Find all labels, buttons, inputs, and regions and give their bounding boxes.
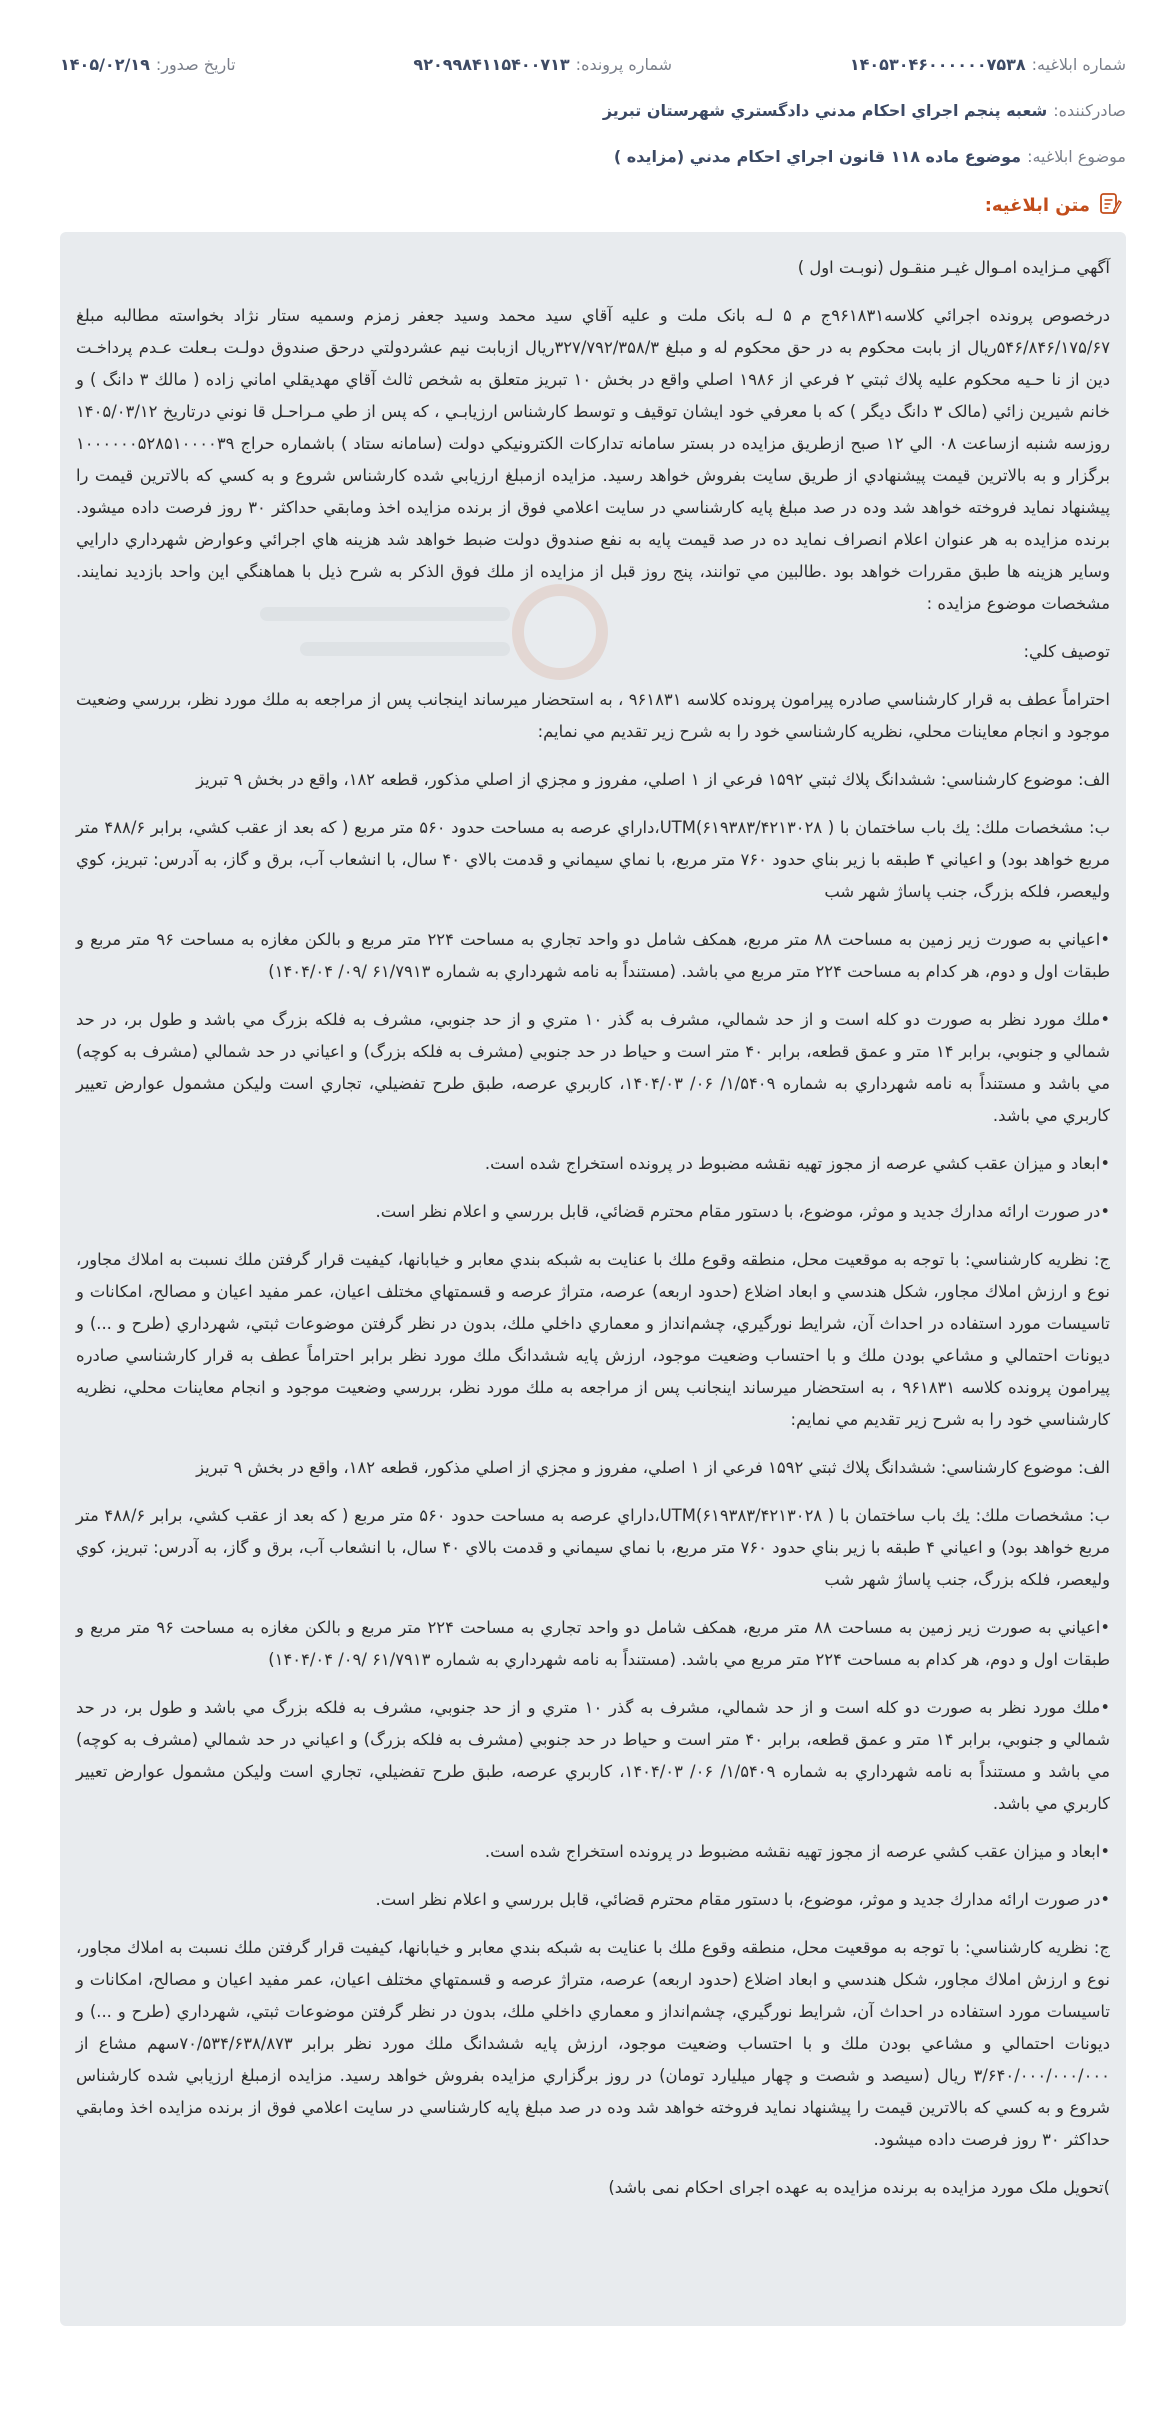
case-number-value: ۹۲۰۹۹۸۴۱۱۵۴۰۰۷۱۳: [413, 55, 570, 74]
notice-paragraph: ج: نظريه كارشناسي: با توجه به موقعيت محل، منطقه وقوع ملك با عنايت به شبكه بندي معابر و خيابانها، كيفيت قرار گرفتن ملك نسبت به املاك مجاور، نوع و ارزش املاك مجاور، شكل هندسي و ابعاد اضلاع (حدود اربعه) عرصه، متراژ عرصه و قسمتهاي مختلف اعيان، عمر مفيد اعيان و مصالح، امكانات و تاسيسات مورد استفاده در احداث آن، شرايط نورگيري، چشم‌انداز و معماري داخلي ملك، بدون در نظر گرفتن موضوعات ثبتي، شهرداري (طرح و ...) و ديونات احتمالي و مشاعي بودن ملك و با احتساب وضعيت موجود، ارزش پايه ششدانگ ملك مورد نظر برابر ۷۰/۵۳۴/۶۳۸/۸۷۳سهم مشاع از ۳/۶۴۰/۰۰۰/۰۰۰/۰۰۰ ريال (سيصد و شصت و چهار ميليارد تومان) در روز برگزاري مزايده بفروش خواهد رسيد. مزايده ازمبلغ ارزيابي شده كارشناس شروع و به كسي كه بالاترين قيمت را پيشنهاد نمايد فروخته خواهد شد وده در صد مبلغ پايه كارشناسي در سايت اعلامي فوق از برنده مزايده اخذ ومابقي حداكثر ۳۰ روز فرصت داده ميشود.: [76, 1938, 1110, 2149]
notice-header: [0, 0, 1174, 170]
notice-paragraph: •در صورت ارائه مدارك جديد و موثر، موضوع، با دستور مقام محترم قضائي، قابل بررسي و اعلام نظر است.: [375, 1202, 1110, 1221]
notice-body: [60, 232, 1126, 2326]
notice-text-heading: [0, 190, 1174, 220]
issue-date-label: تاريخ صدور:: [155, 55, 236, 74]
notice-paragraph: •ابعاد و ميزان عقب كشي عرصه از مجوز تهيه نقشه مضبوط در پرونده استخراج شده است.: [484, 1154, 1110, 1173]
notice-paragraph: آگهي مـزايده امـوال غيـر منقـول (نوبـت اول ): [797, 258, 1110, 277]
issuer-label: صادركننده:: [1053, 101, 1126, 120]
notice-paragraph: •در صورت ارائه مدارك جديد و موثر، موضوع، با دستور مقام محترم قضائي، قابل بررسي و اعلام نظر است.: [375, 1890, 1110, 1909]
notice-number-label: شماره ابلاغيه:: [1031, 55, 1126, 74]
subject-row: [60, 144, 1126, 170]
notice-paragraph: درخصوص پرونده اجرائي كلاسه۹۶۱۸۳۱ج م ۵ لـه بانک ملت و عليه آقاي سيد محمد وسيد جعفر زمزم وسميه ستار نژاد بخواسته مطالبه مبلغ ۵۴۶/۸۴۶/۱۷۵/۶۷ريال از بابت محكوم به در حق محكوم له و مبلغ ۳۲۷/۷۹۲/۳۵۸/۳ريال ازبابت نيم عشردولتي درحق صندوق دولـت بـعلت عـدم پرداخـت دين از نا حـيه محكوم عليه پلاك ثبتي ۲ فرعي از ۱۹۸۶ اصلي واقع در بخش ۱۰ تبريز متعلق به شخص ثالث آقاي مهديقلي اماني زاده ( مالك ۳ دانگ ) و خانم شيرين زائي (مالک ۳ دانگ ديگر ) كه با معرفي خود ايشان توقيف و توسط كارشناس ارزيابـي ، كه پس از طي مـراحـل قا نوني درتاريخ ۱۴۰۵/۰۳/۱۲ روزسه شنبه ازساعت ۰۸ الي ۱۲ صبح ازطريق مزايده در بستر سامانه تداركات الكترونيكي دولت (سامانه ستاد ) باشماره حراج ۱۰۰۰۰۰۰۵۲۸۵۱۰۰۰۰۳۹ برگزار و به بالاترين قيمت پيشنهادي از طريق سايت بفروش خواهد رسيد. مزايده ازمبلغ ارزيابي شده كارشناس شروع و به كسي كه بالاترين قيمت را پيشنهاد نمايد فروخته خواهد شد وده در صد مبلغ پايه كارشناسي در سايت اعلامي فوق از برنده مزايده اخذ ومابقي حداكثر ۳۰ روز فرصت داده ميشود. برنده مزايده به هر عنوان اعلام انصراف نمايد ده در صد قيمت پايه به نفع صندوق دولت ضبط خواهد شد هزينه هاي اجرائي وعوارض شهرداري دارايي وساير هزينه ها طبق مقررات خواهد بود .طالبين مي توانند، پنج روز قبل از مزايده از ملك فوق الذكر به شرح ذيل با هماهنگي اين واحد بازديد نمايند. مشخصات موضوع مزايده :: [76, 306, 1111, 613]
notice-paragraph: •ملك مورد نظر به صورت دو كله است و از حد شمالي، مشرف به گذر ۱۰ متري و از حد جنوبي، مشرف به فلكه بزرگ مي باشد و طول بر، در حد شمالي و جنوبي، برابر ۱۴ متر و عمق قطعه، برابر ۴۰ متر است و حياط در حد جنوبي (مشرف به فلكه بزرگ) و اعياني در حد شمالي (مشرف به كوچه) مي باشد و مستنداً به نامه شهرداري به شماره ۱/۵۴۰۹/ ۰۶/ ۱۴۰۴/۰۳، كاربري عرصه، طبق طرح تفضيلي، تجاري است وليكن مشمول عوارض تعيير كاربري مي باشد.: [76, 1698, 1111, 1813]
notice-paragraph: )تحويل ملک مورد مزايده به برنده مزايده به عهده اجرای احکام نمی باشد): [608, 2178, 1110, 2197]
notice-paragraph: ج: نظريه كارشناسي: با توجه به موقعيت محل، منطقه وقوع ملك با عنايت به شبكه بندي معابر و خيابانها، كيفيت قرار گرفتن ملك نسبت به املاك مجاور، نوع و ارزش املاك مجاور، شكل هندسي و ابعاد اضلاع (حدود اربعه) عرصه، متراژ عرصه و قسمتهاي مختلف اعيان، عمر مفيد اعيان و مصالح، امكانات و تاسيسات مورد استفاده در احداث آن، شرايط نورگيري، چشم‌انداز و معماري داخلي ملك، بدون در نظر گرفتن موضوعات ثبتي، شهرداري (طرح و ...) و ديونات احتمالي و مشاعي بودن ملك و با احتساب وضعيت موجود، ارزش پايه ششدانگ ملك مورد نظر برابر احتراماً عطف به قرار كارشناسي صادره پيرامون پرونده كلاسه ۹۶۱۸۳۱ ، به استحضار ميرساند اينجانب پس از مراجعه به ملك مورد نظر، بررسي وضعيت موجود و انجام معاينات محلي، نظريه كارشناسي خود را به شرح زير تقديم مي نمايم:: [76, 1250, 1110, 1429]
notice-number: [850, 52, 1126, 78]
issuer-value: شعبه پنجم اجراي احكام مدني دادگستري شهرستان تبريز: [602, 101, 1048, 120]
issue-date-value: ۱۴۰۵/۰۲/۱۹: [60, 55, 150, 74]
notice-paragraph: •اعياني به صورت زير زمين به مساحت ۸۸ متر مربع، همكف شامل دو واحد تجاري به مساحت ۲۲۴ متر مربع و بالكن مغازه به مساحت ۹۶ متر مربع و طبقات اول و دوم، هر كدام به مساحت ۲۲۴ متر مربع مي باشد. (مستنداً به نامه شهرداري به شماره ۶۱/۷۹۱۳ /۰۹/ ۱۴۰۴/۰۴): [76, 930, 1110, 981]
notice-paragraph: •ابعاد و ميزان عقب كشي عرصه از مجوز تهيه نقشه مضبوط در پرونده استخراج شده است.: [484, 1842, 1110, 1861]
case-number-label: شماره پرونده:: [575, 55, 673, 74]
notice-paragraph: الف: موضوع كارشناسي: ششدانگ پلاك ثبتي ۱۵۹۲ فرعي از ۱ اصلي، مفروز و مجزي از اصلي مذكور، قطعه ۱۸۲، واقع در بخش ۹ تبريز: [196, 770, 1110, 789]
notice-number-value: ۱۴۰۵۳۰۴۶۰۰۰۰۰۰۷۵۳۸: [849, 55, 1026, 74]
section-title: متن ابلاغيه:: [984, 194, 1090, 216]
notice-paragraph: •ملك مورد نظر به صورت دو كله است و از حد شمالي، مشرف به گذر ۱۰ متري و از حد جنوبي، مشرف به فلكه بزرگ مي باشد و طول بر، در حد شمالي و جنوبي، برابر ۱۴ متر و عمق قطعه، برابر ۴۰ متر است و حياط در حد جنوبي (مشرف به فلكه بزرگ) و اعياني در حد شمالي (مشرف به كوچه) مي باشد و مستنداً به نامه شهرداري به شماره ۱/۵۴۰۹/ ۰۶/ ۱۴۰۴/۰۳، كاربري عرصه، طبق طرح تفضيلي، تجاري است وليكن مشمول عوارض تعيير كاربري مي باشد.: [76, 1010, 1111, 1125]
issue-date: [60, 52, 236, 78]
case-number: [413, 52, 672, 78]
notice-paragraph: ب: مشخصات ملك: يك باب ساختمان با ( UTM(۶۱۹۳۸۳/۴۲۱۳۰۲۸،داراي عرصه به مساحت حدود ۵۶۰ متر مربع ( كه بعد از عقب كشي، برابر ۴۸۸/۶ متر مربع خواهد بود) و اعياني ۴ طبقه با زير بناي حدود ۷۶۰ متر مربع، با نماي سيماني و قدمت بالاي ۴۰ سال، با انشعاب آب، برق و گاز، به آدرس: تبريز، كوي وليعصر، فلكه بزرگ، جنب پاساژ شهر شب: [76, 818, 1110, 901]
notice-paragraph: ب: مشخصات ملك: يك باب ساختمان با ( UTM(۶۱۹۳۸۳/۴۲۱۳۰۲۸،داراي عرصه به مساحت حدود ۵۶۰ متر مربع ( كه بعد از عقب كشي، برابر ۴۸۸/۶ متر مربع خواهد بود) و اعياني ۴ طبقه با زير بناي حدود ۷۶۰ متر مربع، با نماي سيماني و قدمت بالاي ۴۰ سال، با انشعاب آب، برق و گاز، به آدرس: تبريز، كوي وليعصر، فلكه بزرگ، جنب پاساژ شهر شب: [76, 1506, 1110, 1589]
document-edit-icon: [1098, 190, 1122, 220]
notice-paragraph: توصيف كلي:: [1023, 642, 1110, 661]
notice-paragraph: احتراماً عطف به قرار كارشناسي صادره پيرامون پرونده كلاسه ۹۶۱۸۳۱ ، به استحضار ميرساند اينجانب پس از مراجعه به ملك مورد نظر، بررسي وضعيت موجود و انجام معاينات محلي، نظريه كارشناسي خود را به شرح زير تقديم مي نمايم:: [76, 690, 1110, 741]
notice-meta-row: [60, 52, 1126, 78]
notice-paragraphs: [76, 252, 1110, 2204]
notice-paragraph: •اعياني به صورت زير زمين به مساحت ۸۸ متر مربع، همكف شامل دو واحد تجاري به مساحت ۲۲۴ متر مربع و بالكن مغازه به مساحت ۹۶ متر مربع و طبقات اول و دوم، هر كدام به مساحت ۲۲۴ متر مربع مي باشد. (مستنداً به نامه شهرداري به شماره ۶۱/۷۹۱۳ /۰۹/ ۱۴۰۴/۰۴): [76, 1618, 1110, 1669]
notice-paragraph: الف: موضوع كارشناسي: ششدانگ پلاك ثبتي ۱۵۹۲ فرعي از ۱ اصلي، مفروز و مجزي از اصلي مذكور، قطعه ۱۸۲، واقع در بخش ۹ تبريز: [196, 1458, 1110, 1477]
subject-label: موضوع ابلاغيه:: [1027, 147, 1126, 166]
subject-value: موضوع ماده ۱۱۸ قانون اجراي احكام مدني (مزايده ): [613, 147, 1022, 166]
issuer-row: [60, 98, 1126, 124]
